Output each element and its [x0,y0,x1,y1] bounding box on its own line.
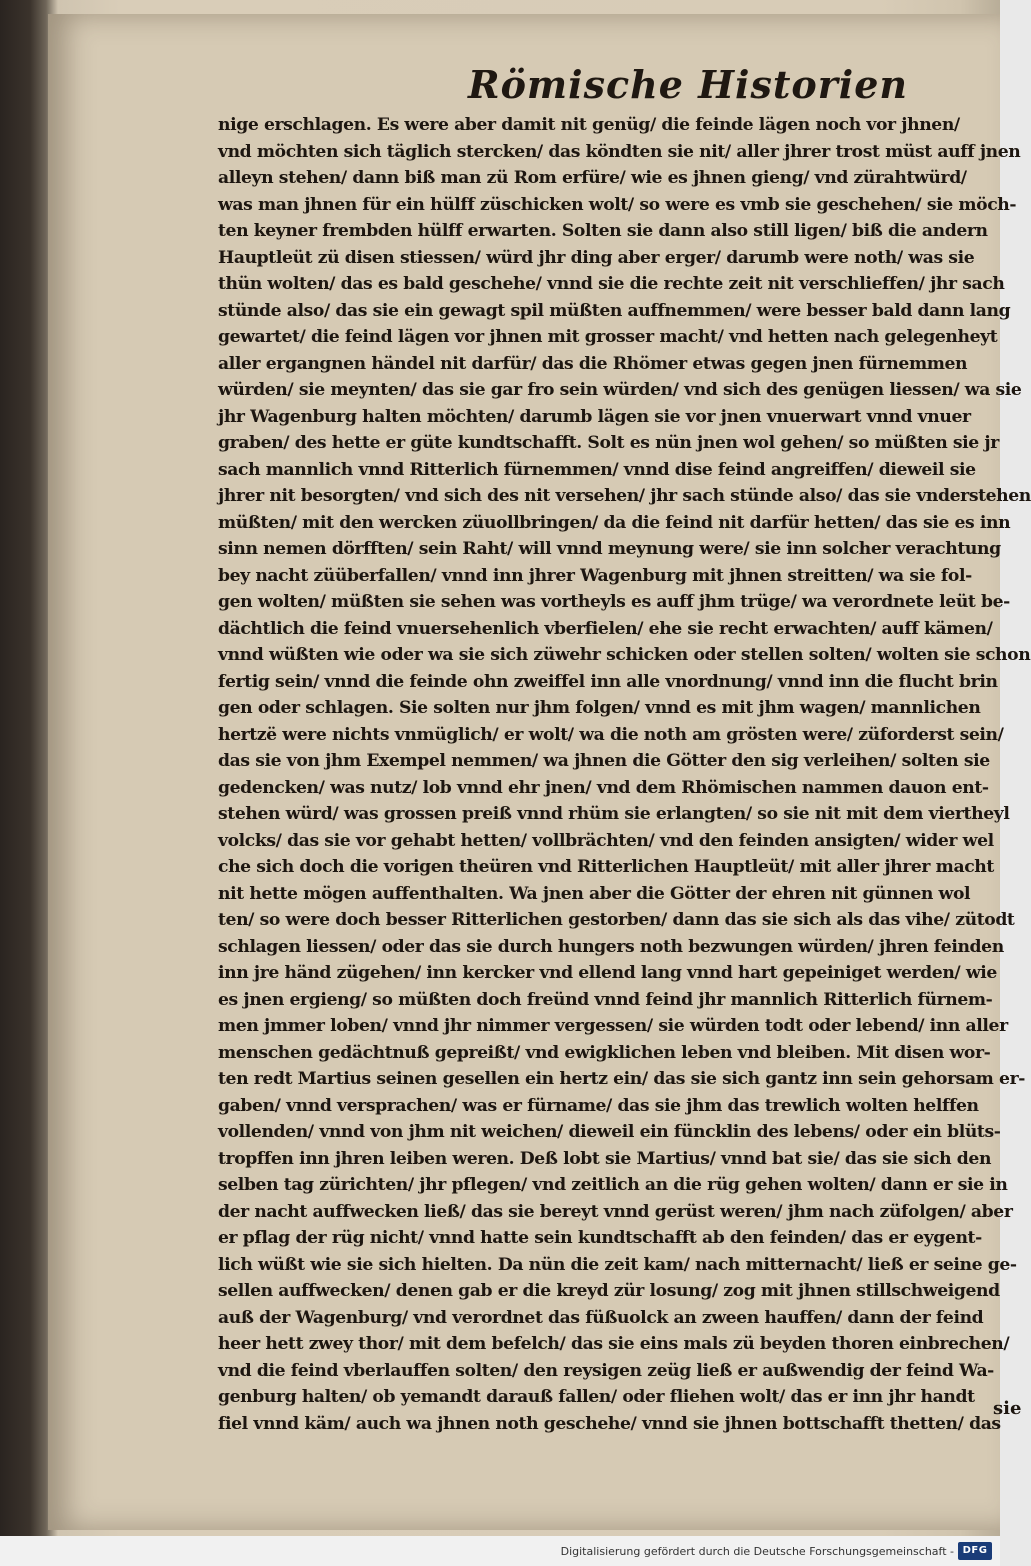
text-line: müßten/ mit den wercken züuollbringen/ da die feind nit darfür hetten/ das sie es inn [218,512,1011,533]
text-line: thün wolten/ das es bald geschehe/ vnnd sie die rechte zeit nit verschlieffen/ jhr sach [218,274,1005,294]
text-line: gedencken/ was nutz/ lob vnnd ehr jnen/ vnd dem Rhömischen nammen dauon ent- [218,777,989,798]
text-line: nit hette mögen auffenthalten. Wa jnen aber die Götter der ehren nit günnen wol [218,883,971,904]
text-line: der nacht auffwecken ließ/ das sie bereyt vnnd gerüst weren/ jhm nach züfolgen/ aber [218,1201,1013,1222]
text-line: volcks/ das sie vor gehabt hetten/ vollbrächten/ vnd den feinden ansigten/ wider wel [218,830,994,851]
text-line: graben/ des hette er güte kundtschafft. Solt es nün jnen wol gehen/ so müßten sie jr [218,433,999,453]
text-line: jhrer nit besorgten/ vnd sich des nit versehen/ jhr sach stünde also/ das sie vnderstehen [218,486,1031,506]
text-line: gewartet/ die feind lägen vor jhnen mit grosser macht/ vnd hetten nach gelegenheyt [218,327,998,347]
text-line: vollenden/ vnnd von jhm nit weichen/ dieweil ein füncklin des lebens/ oder ein blüts- [218,1122,1001,1142]
text-line: stünde also/ das sie ein gewagt spil müßten auffnemmen/ were besser bald dann lang [218,300,1011,321]
text-line: Hauptleüt zü disen stiessen/ würd jhr ding aber erger/ darumb were noth/ was sie [218,247,975,268]
running-title: Römische Historien [468,62,909,107]
text-line: che sich doch die vorigen theüren vnd Ritterlichen Hauptleüt/ mit aller jhrer macht [218,857,994,877]
funding-credit: Digitalisierung gefördert durch die Deutsche Forschungsgemeinschaft - [560,1545,954,1558]
text-line: ten/ so were doch besser Ritterlichen gestorben/ dann das sie sich als das vihe/ zütodt [218,910,1015,930]
dfg-logo: DFG [958,1542,992,1560]
text-line: bey nacht züüberfallen/ vnnd inn jhrer Wagenburg mit jhnen streitten/ wa sie fol- [218,565,972,586]
text-line: nige erschlagen. Es were aber damit nit genüg/ die feinde lägen noch vor jhnen/ [218,115,960,135]
text-line: stehen würd/ was grossen preiß vnnd rhüm sie erlangten/ so sie nit mit dem viertheyl [218,804,1010,824]
body-text [218,112,1031,1437]
text-line: jhr Wagenburg halten möchten/ darumb lägen sie vor jnen vnuerwart vnnd vnuer [218,406,971,427]
text-line: fertig sein/ vnnd die feinde ohn zweiffel inn alle vnordnung/ vnnd inn die flucht brin [218,671,998,692]
text-line: was man jhnen für ein hülff züschicken wolt/ so were es vmb sie geschehen/ sie möch- [218,194,1017,215]
text-line: heer hett zwey thor/ mit dem befelch/ das sie eins mals zü beyden thoren einbrechen/ [218,1334,1010,1354]
text-line: inn jre händ zügehen/ inn kercker vnd ellend lang vnnd hart gepeiniget werden/ wie [218,963,997,983]
text-line: aller ergangnen händel nit darfür/ das die Rhömer etwas gegen jnen fürnemmen [218,353,968,374]
text-line: würden/ sie meynten/ das sie gar fro sein würden/ vnd sich des genügen liessen/ wa sie [218,380,1022,400]
text-line: dächtlich die feind vnuersehenlich vberfielen/ ehe sie recht erwachten/ auff kämen/ [218,618,993,639]
text-line: lich wüßt wie sie sich hielten. Da nün die zeit kam/ nach mitternacht/ ließ er seine ge- [218,1254,1017,1275]
text-line: sellen auffwecken/ denen gab er die kreyd zür losung/ zog mit jhnen stillschweigend [218,1281,1000,1301]
text-line: gen wolten/ müßten sie sehen was vortheyls es auff jhm trüge/ wa verordnete leüt be- [218,592,1010,612]
text-line: vnd die feind vberlauffen solten/ den reysigen zeüg ließ er außwendig der feind Wa- [218,1360,994,1381]
text-line: fiel vnnd käm/ auch wa jhnen noth geschehe/ vnnd sie jhnen bottschafft thetten/ das [218,1413,1001,1434]
text-line: schlagen liessen/ oder das sie durch hungers noth bezwungen würden/ jhren feinden [218,936,1004,957]
text-line: genburg halten/ ob yemandt darauß fallen/ oder fliehen wolt/ das er inn jhr handt [218,1387,975,1407]
text-line: ten keyner frembden hülff erwarten. Solten sie dann also still ligen/ biß die andern [218,221,988,241]
text-line: vnd möchten sich täglich stercken/ das köndten sie nit/ aller jhrer trost müst auff jnen [218,141,1021,162]
text-line: er pflag der rüg nicht/ vnnd hatte sein kundtschafft ab den feinden/ das er eygent- [218,1228,982,1248]
text-line: das sie von jhm Exempel nemmen/ wa jhnen die Götter den sig verleihen/ solten sie [218,751,990,771]
text-line: es jnen ergieng/ so müßten doch freünd vnnd feind jhr mannlich Ritterlich fürnem- [218,989,993,1010]
text-line: gen oder schlagen. Sie solten nur jhm folgen/ vnnd es mit jhm wagen/ mannlichen [218,698,981,718]
text-line: vnnd wüßten wie oder wa sie sich züwehr schicken oder stellen solten/ wolten sie schon [218,645,1031,665]
book-page [48,14,1031,1530]
text-line: hertzë were nichts vnmüglich/ er wolt/ wa die noth am grösten were/ züforderst sein/ [218,724,1004,745]
text-line: tropffen inn jhren leiben weren. Deß lobt sie Martius/ vnnd bat sie/ das sie sich den [218,1148,992,1169]
text-line: sinn nemen dörfften/ sein Raht/ will vnnd meynung were/ sie inn solcher verachtung [218,539,1001,559]
text-line: menschen gedächtnuß gepreißt/ vnd ewigklichen leben vnd bleiben. Mit disen wor- [218,1042,991,1063]
text-line: auß der Wagenburg/ vnd verordnet das füßuolck an zween hauffen/ dann der feind [218,1307,984,1328]
text-line: ten redt Martius seinen gesellen ein hertz ein/ das sie sich gantz inn sein gehorsam er- [218,1069,1025,1089]
text-line: alleyn stehen/ dann biß man zü Rom erfüre/ wie es jhnen gieng/ vnd zürahtwürd/ [218,168,967,188]
catchword: sie [993,1398,1022,1419]
text-line: sach mannlich vnnd Ritterlich fürnemmen/ vnnd dise feind angreiffen/ dieweil sie [218,459,976,480]
text-line: selben tag zürichten/ jhr pflegen/ vnd zeitlich an die rüg gehen wolten/ dann er sie in [218,1175,1008,1195]
text-line: gaben/ vnnd versprachen/ was er fürname/ das sie jhm das trewlich wolten helffen [218,1095,979,1116]
text-line: men jmmer loben/ vnnd jhr nimmer vergessen/ sie würden todt oder lebend/ inn aller [218,1016,1008,1036]
footer-bar [0,1536,1000,1566]
